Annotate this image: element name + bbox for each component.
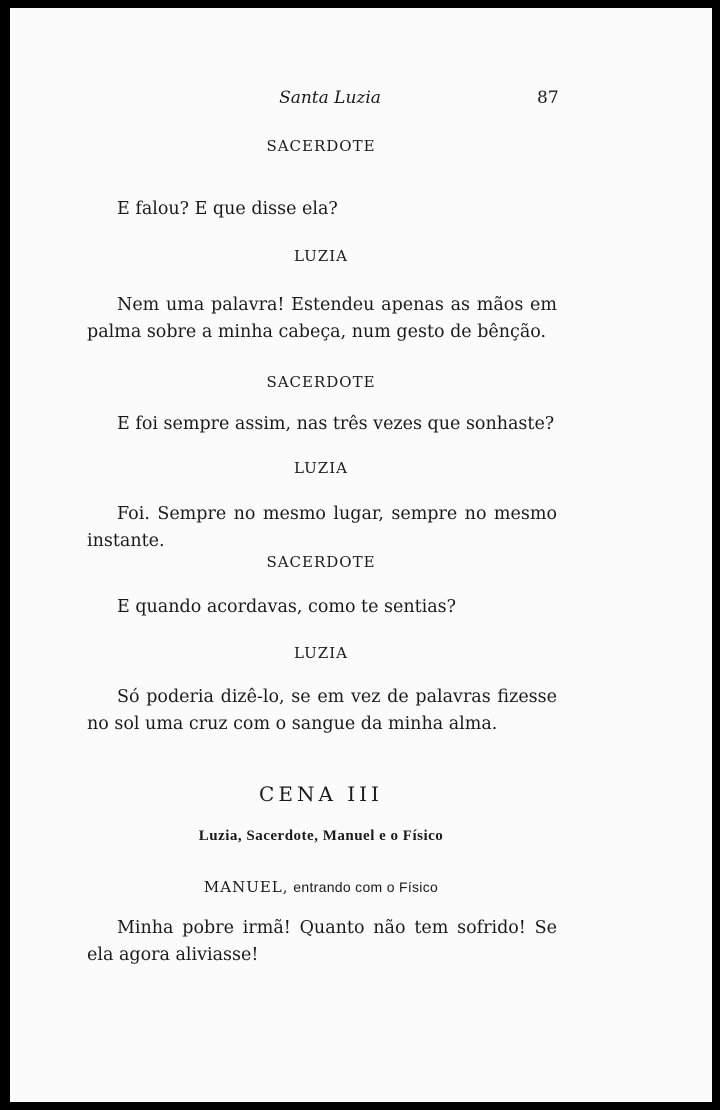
running-title: Santa Luzia [279,88,381,108]
speaker-name: SACERDOTE [266,553,376,571]
speaker-name: LUZIA [294,247,348,265]
dialogue-line: E falou? E que disse ela? [117,199,338,219]
book-page [10,8,712,1102]
dialogue-line: Foi. Sempre no mesmo lugar, sempre no mesmo instante. [87,504,557,551]
speaker-name: LUZIA [294,644,348,662]
dialogue-line: E quando acordavas, como te sentias? [117,597,457,617]
speaker-name: LUZIA [294,459,348,477]
scene-speaker [10,878,632,896]
dialogue-line: Minha pobre irmã! Quanto não tem sofrido! Se ela agora aliviasse! [87,918,557,965]
scene-characters: Luzia, Sacerdote, Manuel e o Físico [198,828,444,844]
speaker-name: SACERDOTE [266,373,376,391]
dialogue-line: E foi sempre assim, nas três vezes que sonhaste? [117,414,555,434]
dialogue-line: Só poderia dizê-lo, se em vez de palavras fizesse no sol uma cruz com o sangue da minha alma. [87,687,557,734]
dialogue-line: Nem uma palavra! Estendeu apenas as mãos em palma sobre a minha cabeça, num gesto de bênção. [87,295,557,342]
speaker-name: SACERDOTE [266,137,376,155]
page-number: 87 [537,88,559,108]
scene-heading: CENA III [259,782,383,806]
speaker-name: MANUEL, [203,878,289,896]
stage-direction: entrando com o Físico [293,879,439,895]
